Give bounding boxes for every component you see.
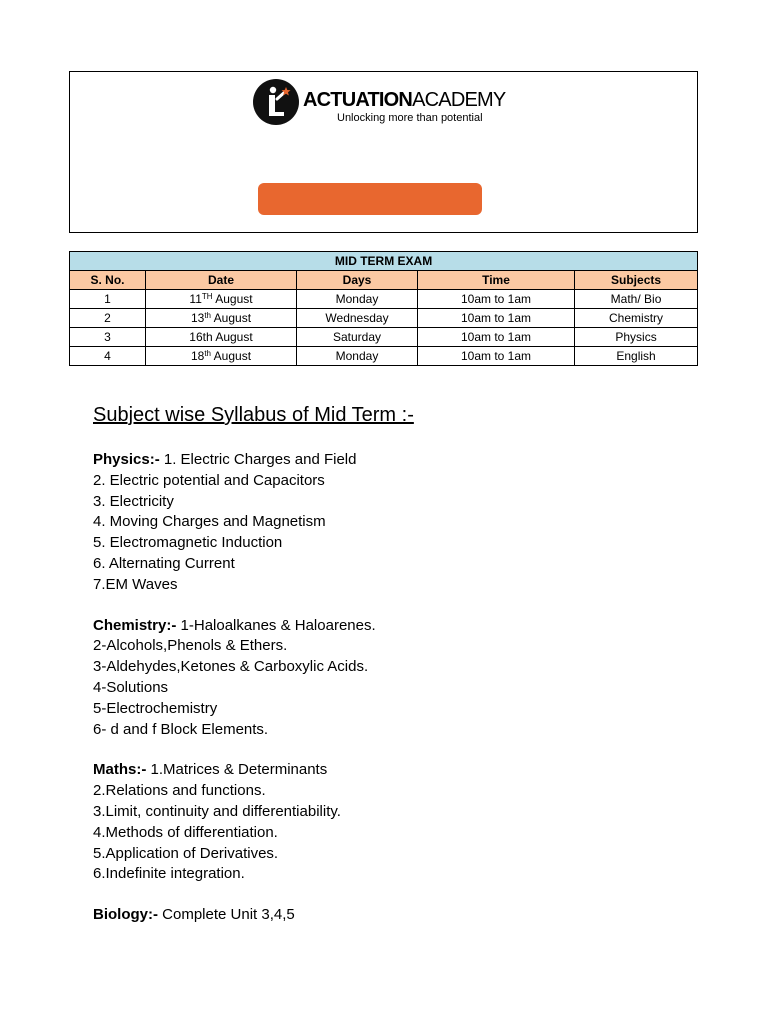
list-item: 1. Electric Charges and Field <box>159 451 357 468</box>
list-item: 7.EM Waves <box>93 575 178 593</box>
orange-banner <box>258 183 482 215</box>
list-item: 4. Moving Charges and Magnetism <box>93 513 326 531</box>
date-month: August <box>213 348 252 363</box>
col-header-time: Time <box>418 271 575 290</box>
logo-name <box>303 89 505 111</box>
academy-logo <box>253 79 506 129</box>
list-item: 3. Electricity <box>93 492 174 510</box>
col-header-subjects: Subjects <box>575 271 698 290</box>
cell-date <box>146 347 297 366</box>
physics-section <box>93 450 713 596</box>
list-item: 2. Electric potential and Capacitors <box>93 471 325 489</box>
col-header-date: Date <box>146 271 297 290</box>
table-row <box>70 328 698 347</box>
table-row <box>70 290 698 309</box>
cell-day: Wednesday <box>297 309 418 328</box>
cell-sno: 4 <box>70 347 146 366</box>
list-item: 6. Alternating Current <box>93 554 235 572</box>
maths-first-line <box>93 760 713 781</box>
cell-date <box>146 290 297 309</box>
date-day: 18 <box>190 348 205 363</box>
table-header-row <box>70 271 698 290</box>
table-row <box>70 347 698 366</box>
date-suffix: th <box>204 348 211 358</box>
cell-subject: English <box>575 347 698 366</box>
list-item: 3.Limit, continuity and differentiability. <box>93 802 341 820</box>
list-item: 5. Electromagnetic Induction <box>93 534 283 552</box>
cell-date <box>146 309 297 328</box>
date-month: August <box>213 310 252 325</box>
table-row <box>70 309 698 328</box>
biology-section <box>93 905 713 926</box>
logo-name-bold: ACTUATION <box>303 89 413 111</box>
cell-subject: Physics <box>575 328 698 347</box>
date-suffix: TH <box>201 291 213 301</box>
list-item: 2.Relations and functions. <box>93 782 266 800</box>
cell-sno: 1 <box>70 290 146 309</box>
syllabus-content <box>93 402 713 926</box>
list-item: Complete Unit 3,4,5 <box>158 906 295 924</box>
date-month: August <box>215 329 253 344</box>
date-suffix: th <box>204 310 211 320</box>
biology-label: Biology:- <box>93 906 158 924</box>
table-title-row <box>70 252 698 271</box>
cell-sno: 3 <box>70 328 146 347</box>
logo-name-regular: ACADEMY <box>412 89 506 111</box>
list-item: 1.Matrices & Determinants <box>146 761 328 779</box>
table-title: MID TERM EXAM <box>70 252 698 271</box>
list-item: 3-Aldehydes,Ketones & Carboxylic Acids. <box>93 658 369 676</box>
col-header-sno: S. No. <box>70 271 146 290</box>
chemistry-section <box>93 616 713 741</box>
list-item: 6- d and f Block Elements. <box>93 720 269 738</box>
physics-first-line <box>93 450 713 471</box>
cell-day: Saturday <box>297 328 418 347</box>
biology-first-line <box>93 905 713 926</box>
cell-date <box>146 328 297 347</box>
list-item: 4.Methods of differentiation. <box>93 823 278 841</box>
chemistry-first-line <box>93 616 713 637</box>
date-month: August <box>215 291 253 306</box>
logo-tagline: Unlocking more than potential <box>337 112 483 124</box>
list-item: 2-Alcohols,Phenols & Ethers. <box>93 637 288 655</box>
cell-day: Monday <box>297 347 418 366</box>
cell-time: 10am to 1am <box>418 347 575 366</box>
list-item: 4-Solutions <box>93 678 169 696</box>
date-day: 16th <box>189 329 213 344</box>
cell-subject: Math/ Bio <box>575 290 698 309</box>
exam-schedule-table <box>69 251 698 366</box>
maths-label: Maths:- <box>93 761 147 779</box>
syllabus-heading: Subject wise Syllabus of Mid Term :- <box>93 404 414 426</box>
list-item: 5.Application of Derivatives. <box>93 844 279 862</box>
logo-mark-icon <box>253 79 299 125</box>
cell-subject: Chemistry <box>575 309 698 328</box>
cell-day: Monday <box>297 290 418 309</box>
maths-section <box>93 760 713 885</box>
physics-label: Physics:- <box>93 451 160 468</box>
date-day: 13 <box>190 310 205 325</box>
cell-sno: 2 <box>70 309 146 328</box>
cell-time: 10am to 1am <box>418 290 575 309</box>
col-header-days: Days <box>297 271 418 290</box>
date-day: 11 <box>189 291 202 306</box>
cell-time: 10am to 1am <box>418 328 575 347</box>
list-item: 5-Electrochemistry <box>93 699 218 717</box>
list-item: 1-Haloalkanes & Haloarenes. <box>176 616 376 634</box>
list-item: 6.Indefinite integration. <box>93 865 245 883</box>
chemistry-label: Chemistry:- <box>93 616 177 634</box>
cell-time: 10am to 1am <box>418 309 575 328</box>
